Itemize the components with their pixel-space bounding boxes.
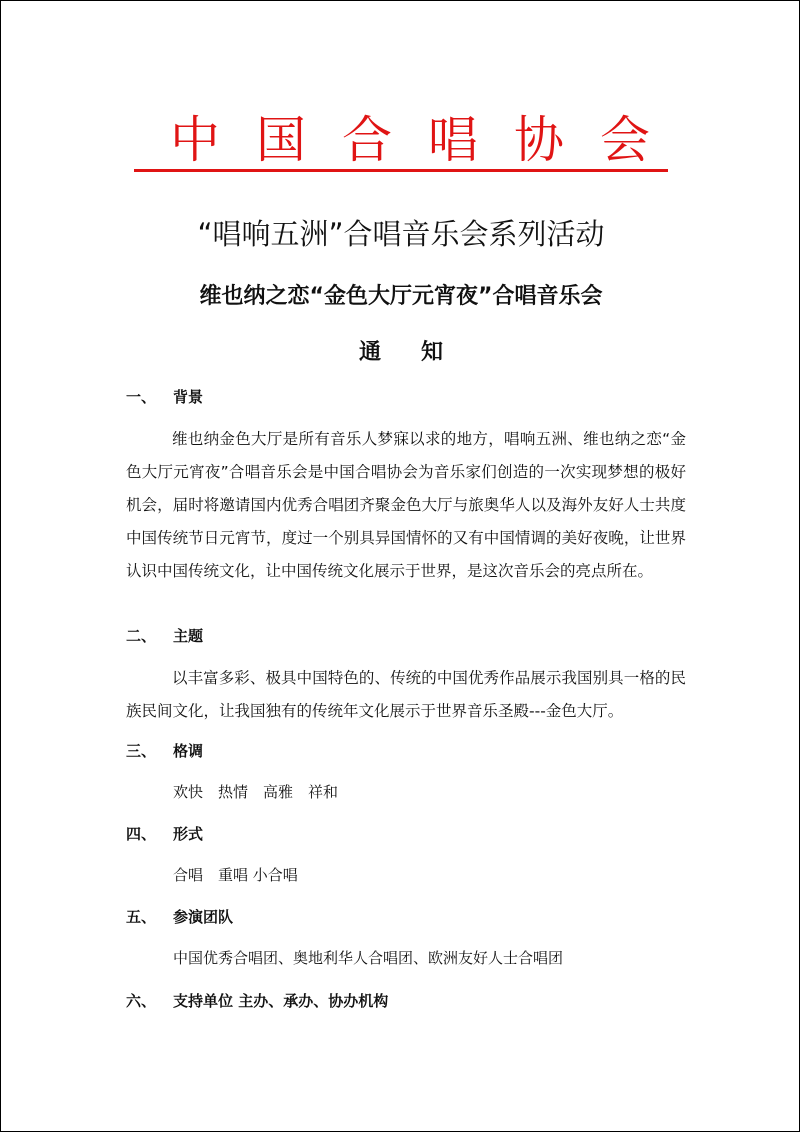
section-title: 主题 <box>173 627 204 645</box>
organization-header: 中国合唱协会 <box>170 111 686 169</box>
section-body-theme: 以丰富多彩、极具中国特色的、传统的中国优秀作品展示我国别具一格的民族民间文化，让我国独有的传统年文化展示于世界音乐圣殿---金色大厅。 <box>126 669 686 720</box>
section-title: 形式 <box>173 825 204 843</box>
section-body-style: 欢快 热情 高雅 祥和 <box>173 783 339 801</box>
section-title: 格调 <box>173 742 204 760</box>
section-title: 背景 <box>173 388 204 406</box>
section-heading-format <box>126 823 203 845</box>
section-number: 四、 <box>126 825 157 843</box>
section-body-background: 维也纳金色大厅是所有音乐人梦寐以求的地方，唱响五洲、维也纳之恋“金色大厅元宵夜”合唱音乐会是中国合唱协会为音乐家们创造的一次实现梦想的极好机会，届时将邀请国内优秀合唱团齐聚金色大厅与旅奥华人以及海外友好人士共度中国传统节日元宵节，度过一个别具异国情怀的又有中国情调的美好夜晚，让世界认识中国传统文化，让中国传统文化展示于世界，是这次音乐会的亮点所在。 <box>126 430 686 580</box>
section-heading-performers <box>126 906 233 928</box>
section-heading-background <box>126 386 203 408</box>
section-number: 二、 <box>126 627 157 645</box>
section-title: 参演团队 <box>173 908 234 926</box>
section-body-format: 合唱 重唱 小合唱 <box>173 866 298 884</box>
event-title: 维也纳之恋“金色大厅元宵夜”合唱音乐会 <box>199 284 603 309</box>
section-number: 三、 <box>126 742 157 760</box>
header-red-rule <box>134 169 668 172</box>
series-title: “唱响五洲”合唱音乐会系列活动 <box>197 217 605 251</box>
section-heading-theme <box>126 625 203 647</box>
section-number: 六、 <box>126 992 157 1010</box>
notice-title: 通知 <box>358 340 483 365</box>
section-number: 一、 <box>126 388 157 406</box>
section-heading-support <box>126 990 388 1012</box>
section-number: 五、 <box>126 908 157 926</box>
section-body-performers: 中国优秀合唱团、奥地利华人合唱团、欧洲友好人士合唱团 <box>173 949 564 967</box>
section-heading-style <box>126 740 203 762</box>
section-title: 支持单位 主办、承办、协办机构 <box>173 992 389 1010</box>
